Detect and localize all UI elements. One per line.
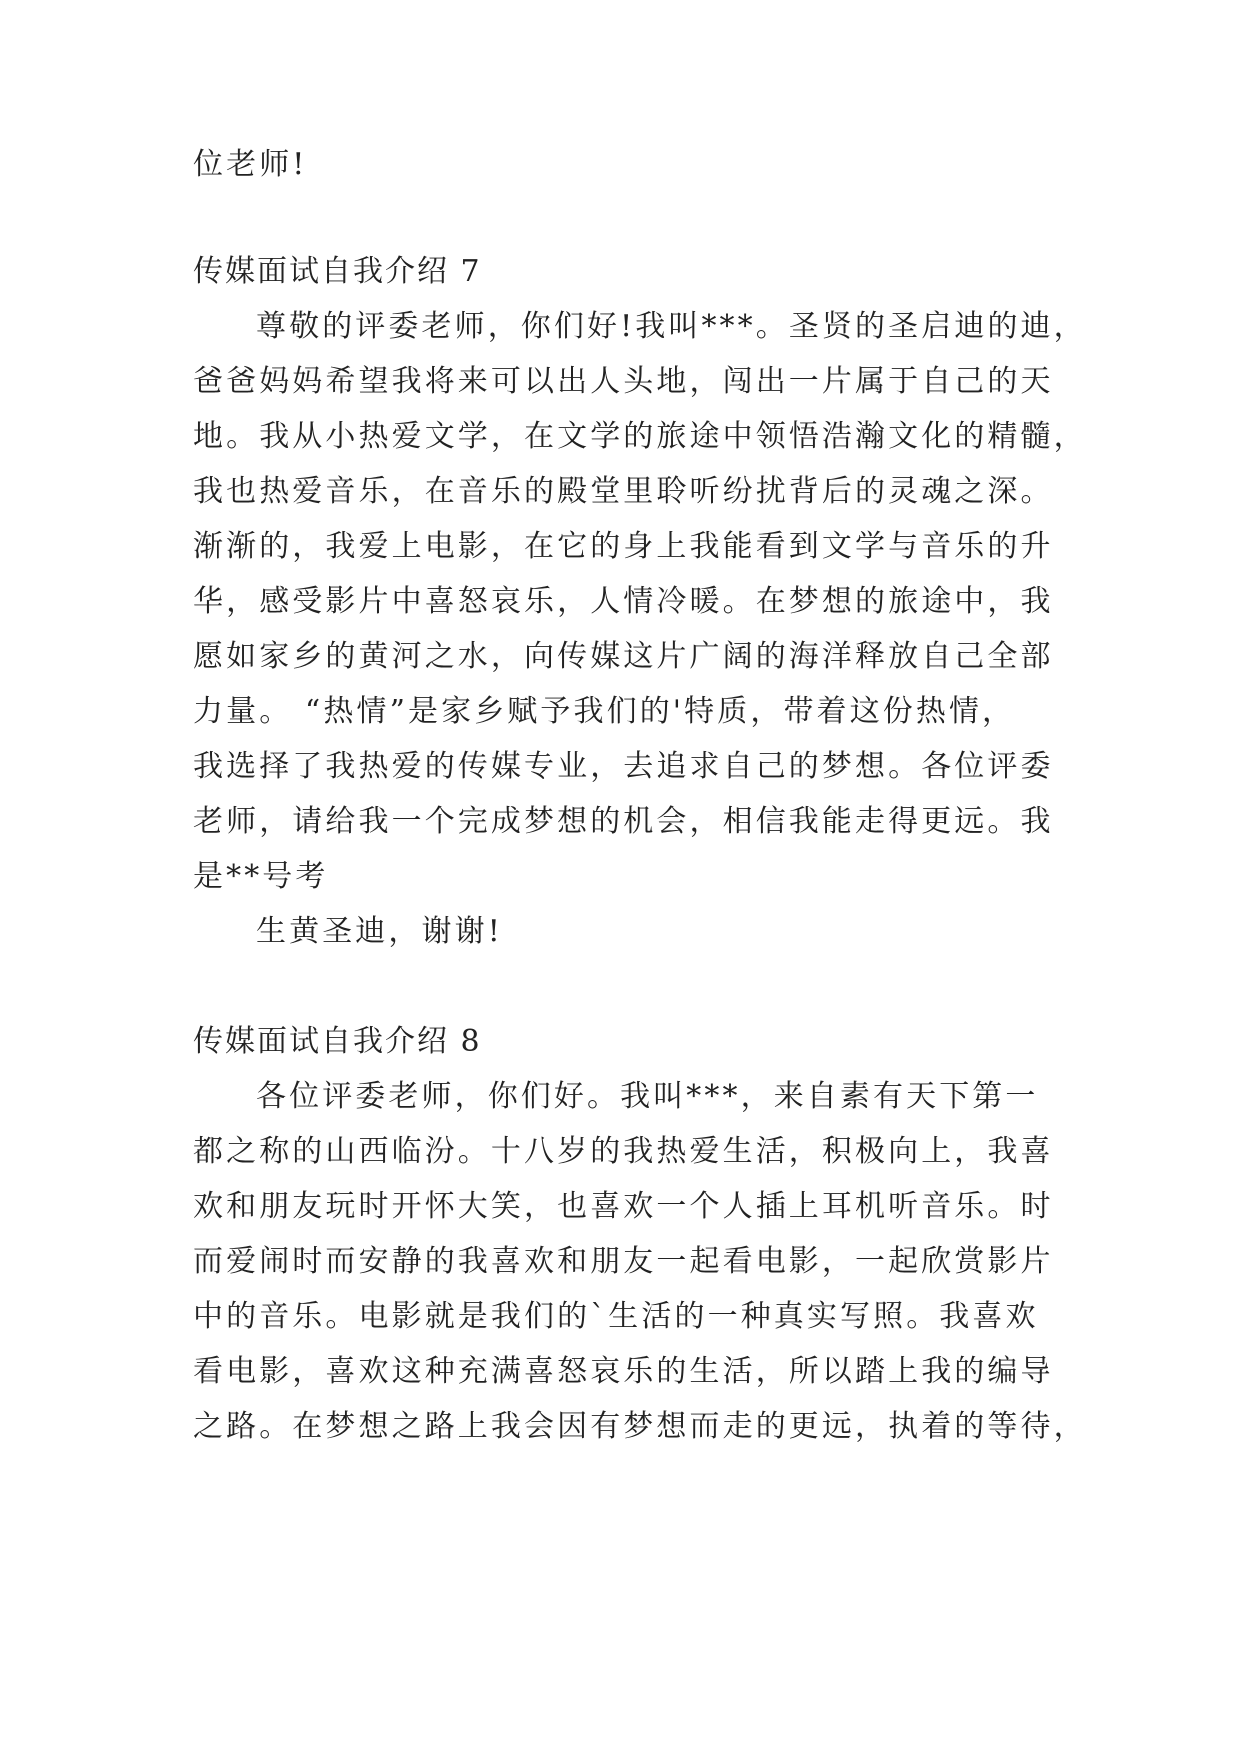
section-8-title: 传媒面试自我介绍 8 [193, 1024, 482, 1059]
fragment-text: 位老师! [193, 147, 308, 182]
section-7-paragraph-line: 愿如家乡的黄河之水，向传媒这片广阔的海洋释放自己全部 [193, 639, 1054, 674]
section-8-paragraph-line: 而爱闹时而安静的我喜欢和朋友一起看电影，一起欣赏影片 [193, 1244, 1054, 1279]
section-8-paragraph-line: 之路。在梦想之路上我会因有梦想而走的更远，执着的等待， [193, 1409, 1087, 1444]
section-8-paragraph-line: 各位评委老师，你们好。我叫***，来自素有天下第一 [256, 1079, 1039, 1114]
section-8-paragraph-line: 欢和朋友玩时开怀大笑，也喜欢一个人插上耳机听音乐。时 [193, 1189, 1054, 1224]
section-7-paragraph-line: 我也热爱音乐，在音乐的殿堂里聆听纷扰背后的灵魂之深。 [193, 474, 1054, 509]
section-7-paragraph-line: 渐渐的，我爱上电影，在它的身上我能看到文学与音乐的升 [193, 529, 1054, 564]
section-7-closing: 生黄圣迪，谢谢! [256, 914, 503, 949]
section-7-paragraph-line: 是**号考 [193, 859, 329, 894]
section-7-paragraph-line: 华，感受影片中喜怒哀乐，人情冷暖。在梦想的旅途中，我 [193, 584, 1054, 619]
section-7-paragraph-line: 爸爸妈妈希望我将来可以出人头地，闯出一片属于自己的天 [193, 364, 1054, 399]
section-7-paragraph-line: 尊敬的评委老师，你们好!我叫***。圣贤的圣启迪的迪， [256, 309, 1087, 344]
section-7-paragraph-line: 我选择了我热爱的传媒专业，去追求自己的梦想。各位评委 [193, 749, 1054, 784]
section-7-paragraph-line: 力量。 “热情”是家乡赋予我们的'特质，带着这份热情， [193, 694, 1016, 729]
section-8-paragraph-line: 都之称的山西临汾。十八岁的我热爱生活，积极向上，我喜 [193, 1134, 1054, 1169]
section-8-paragraph-line: 中的音乐。电影就是我们的`生活的一种真实写照。我喜欢 [193, 1299, 1039, 1334]
section-8-paragraph-line: 看电影，喜欢这种充满喜怒哀乐的生活，所以踏上我的编导 [193, 1354, 1054, 1389]
section-7-paragraph-line: 地。我从小热爱文学，在文学的旅途中领悟浩瀚文化的精髓， [193, 419, 1087, 454]
section-7-paragraph-line: 老师，请给我一个完成梦想的机会，相信我能走得更远。我 [193, 804, 1054, 839]
section-7-title: 传媒面试自我介绍 7 [193, 254, 482, 289]
